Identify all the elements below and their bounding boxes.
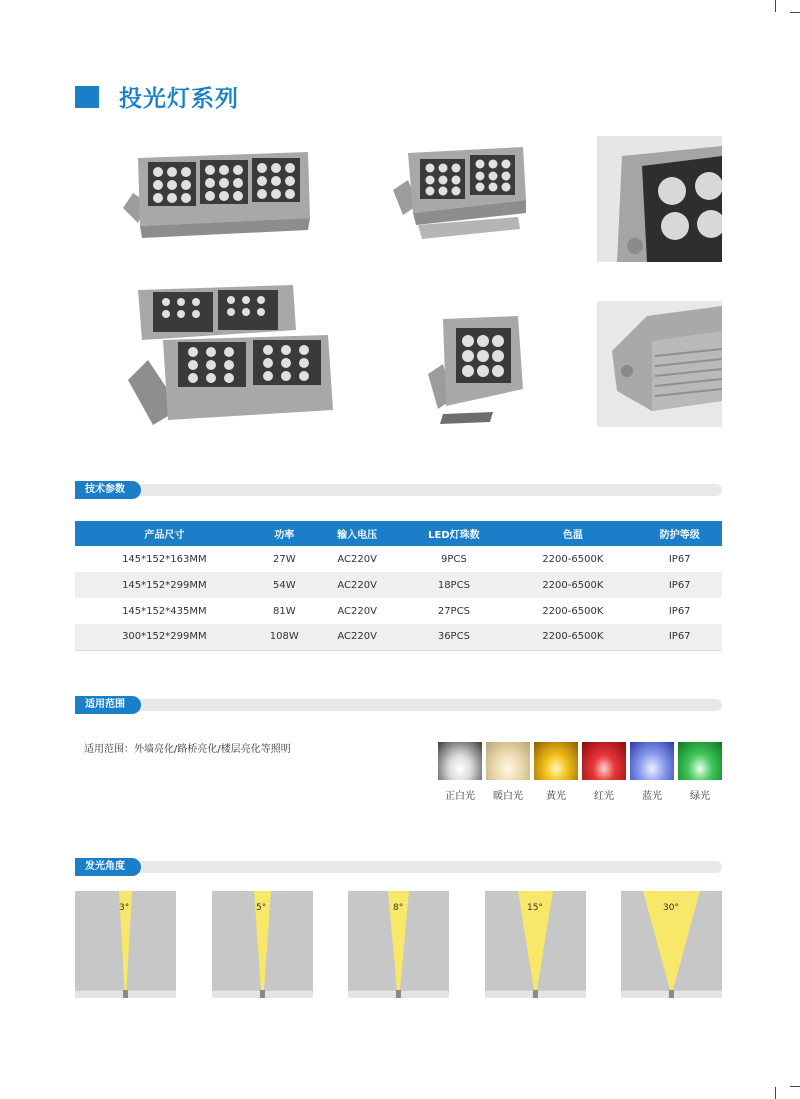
table-cell: AC220V [315, 572, 400, 598]
color-swatches [438, 742, 722, 802]
table-cell: 81W [272, 605, 296, 617]
table-cell: 27W [272, 553, 296, 565]
beam-angle-label: 15° [527, 903, 543, 913]
swatch-label: 正白光 [445, 791, 475, 802]
crop-mark [775, 1087, 776, 1099]
color-swatch [486, 742, 530, 802]
product-photo-triple [118, 148, 318, 243]
swatch-chip [438, 742, 482, 780]
table-cell: 2200-6500K [508, 572, 637, 598]
table-cell: AC220V [315, 624, 400, 650]
beam-angle-label: 3° [119, 903, 130, 913]
beam-angle-panel [212, 891, 313, 998]
beam-angle-label: 8° [393, 903, 404, 913]
product-photo-single [418, 314, 528, 424]
crop-mark [775, 0, 776, 12]
usage-description: 适用范围：外墙亮化/路桥亮化/楼层亮化等照明 [84, 744, 291, 755]
color-swatch [582, 742, 626, 802]
product-closeup-side [597, 301, 722, 427]
table-row [75, 572, 722, 598]
beam-angle-label: 5° [256, 903, 267, 913]
table-cell: 2200-6500K [508, 624, 637, 650]
column-header: 色温 [508, 521, 637, 546]
table-cell: IP67 [668, 605, 691, 617]
section-label: 技术参数 [75, 481, 141, 499]
table-cell: 2200-6500K [542, 605, 604, 617]
lamp-icon [396, 990, 401, 998]
table-header-row [75, 521, 722, 546]
table-cell: IP67 [637, 624, 722, 650]
table-cell: 145*152*163MM [122, 553, 207, 565]
table-cell: IP67 [668, 553, 691, 565]
color-swatch [534, 742, 578, 802]
table-cell: 300*152*299MM [75, 624, 254, 650]
beam-angle-panel [348, 891, 449, 998]
table-cell: 145*152*435MM [122, 605, 207, 617]
swatch-label: 红光 [594, 791, 614, 802]
table-cell: 108W [254, 624, 315, 650]
spec-table [75, 521, 722, 651]
section-header-angle [75, 861, 722, 875]
table-cell: 9PCS [441, 553, 467, 565]
beam-angle-panel [485, 891, 586, 998]
beam-angle-panel [621, 891, 722, 998]
swatch-chip [486, 742, 530, 780]
lamp-icon [260, 990, 265, 998]
table-cell: 36PCS [399, 624, 508, 650]
table-cell: IP67 [637, 572, 722, 598]
section-label: 适用范围 [75, 696, 141, 714]
lamp-icon [669, 990, 674, 998]
product-closeup-lens [597, 136, 722, 262]
swatch-chip [630, 742, 674, 780]
lamp-icon [123, 990, 128, 998]
swatch-chip [678, 742, 722, 780]
table-cell: AC220V [337, 605, 377, 617]
column-header: 输入电压 [315, 521, 400, 546]
table-row [75, 598, 722, 624]
column-header: 功率 [254, 521, 315, 546]
table-row [75, 546, 722, 572]
section-rail [75, 484, 722, 496]
swatch-label: 黄光 [546, 791, 566, 802]
swatch-label: 蓝光 [642, 791, 662, 802]
page-title: 投光灯系列 [119, 86, 239, 112]
table-row [75, 624, 722, 650]
table-cell: 27PCS [437, 605, 470, 617]
column-header: 产品尺寸 [75, 521, 254, 546]
swatch-chip [582, 742, 626, 780]
beam-angle-panel [75, 891, 176, 998]
table-cell: AC220V [337, 553, 377, 565]
swatch-label: 绿光 [690, 791, 710, 802]
lamp-icon [533, 990, 538, 998]
title-square-icon [75, 86, 99, 108]
crop-mark [790, 1086, 800, 1087]
section-header-usage [75, 699, 722, 713]
column-header: 防护等级 [637, 521, 722, 546]
table-cell: 18PCS [399, 572, 508, 598]
section-label: 发光角度 [75, 858, 141, 876]
swatch-chip [534, 742, 578, 780]
column-header: LED灯珠数 [399, 521, 508, 546]
product-photo-quad [118, 280, 338, 430]
table-cell: 54W [254, 572, 315, 598]
section-rail [75, 699, 722, 711]
section-rail [75, 861, 722, 873]
table-cell: 145*152*299MM [75, 572, 254, 598]
product-photo-double [388, 145, 533, 245]
table-cell: 2200-6500K [542, 553, 604, 565]
color-swatch [438, 742, 482, 802]
page-header [75, 80, 239, 113]
color-swatch [678, 742, 722, 802]
crop-mark [790, 12, 800, 13]
color-swatch [630, 742, 674, 802]
section-header-tech [75, 484, 722, 498]
swatch-label: 暖白光 [493, 791, 523, 802]
beam-angle-label: 30° [663, 903, 679, 913]
